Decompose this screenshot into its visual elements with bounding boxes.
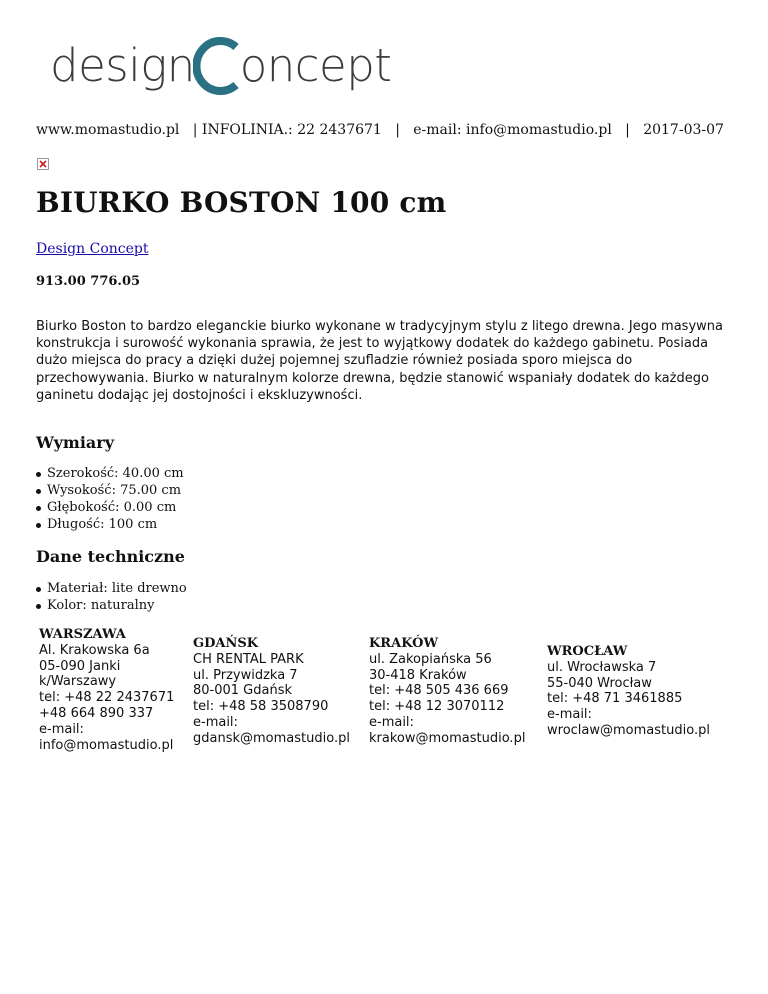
list-item: Długość: 100 cm	[36, 516, 184, 533]
technical-heading: Dane techniczne	[36, 547, 185, 566]
office-city: GDAŃSK	[193, 636, 259, 651]
office-line: ul. Przywidzka 7	[193, 667, 298, 683]
office-line: e-mail:	[193, 714, 238, 730]
list-item: Kolor: naturalny	[36, 597, 187, 614]
office-line: tel: +48 12 3070112	[369, 699, 505, 715]
office-warszawa	[39, 627, 174, 753]
product-title: BIURKO BOSTON 100 cm	[36, 186, 447, 219]
list-item: Wysokość: 75.00 cm	[36, 482, 184, 499]
office-line: e-mail:	[369, 714, 414, 730]
office-wroclaw	[547, 644, 710, 739]
broken-image-icon	[37, 158, 49, 170]
product-price: 913.00 776.05	[36, 274, 141, 289]
contact-bar-text: www.momastudio.pl | INFOLINIA.: 22 2437671 | e-mail: info@momastudio.pl | 2017-03-07	[36, 122, 724, 138]
list-item: Szerokość: 40.00 cm	[36, 465, 184, 482]
office-line: tel: +48 22 2437671	[39, 690, 175, 706]
dimensions-heading: Wymiary	[36, 433, 115, 452]
brand-link[interactable]: Design Concept	[36, 241, 149, 257]
design-concept-logo	[50, 38, 391, 108]
office-line: e-mail:	[39, 721, 84, 737]
office-line: 55-040 Wrocław	[547, 675, 652, 691]
office-line: gdansk@momastudio.pl	[193, 730, 350, 746]
office-line: 05-090 Janki	[39, 658, 121, 674]
office-line: 80-001 Gdańsk	[193, 683, 293, 699]
technical-list	[36, 580, 187, 614]
office-line: krakow@momastudio.pl	[369, 730, 526, 746]
logo-c-mark	[193, 35, 243, 97]
office-line: wroclaw@momastudio.pl	[547, 722, 710, 738]
product-description: Biurko Boston to bardzo eleganckie biurko wykonane w tradycyjnym stylu z litego drewna. Jego masywna konstrukcja i surowość wykonania sprawia, że jest to wyjątkowy dodatek do każdego gabinetu. Posiada dużo miejsca do pracy a dzięki dużej pojemnej szufladzie również posiada sporo miejsca do przechowywania. Biurko w naturalnym kolorze drewna, będzie stanowić wspaniały dodatek do każdego ganinetu dodając jej dostojności i ekskluzywności.	[36, 319, 723, 403]
dimensions-list	[36, 465, 184, 533]
office-line: +48 664 890 337	[39, 705, 154, 721]
office-line: e-mail:	[547, 707, 592, 723]
office-gdansk	[193, 636, 350, 747]
office-krakow	[369, 636, 525, 747]
office-line: 30-418 Kraków	[369, 667, 467, 683]
office-line: ul. Zakopiańska 56	[369, 651, 492, 667]
office-line: ul. Wrocławska 7	[547, 659, 657, 675]
office-line: k/Warszawy	[39, 674, 117, 690]
office-line: tel: +48 71 3461885	[547, 691, 683, 707]
list-item: Materiał: lite drewno	[36, 580, 187, 597]
office-city: WARSZAWA	[39, 627, 126, 642]
list-item: Głębokość: 0.00 cm	[36, 499, 184, 516]
office-line: info@momastudio.pl	[39, 737, 174, 753]
office-line: tel: +48 505 436 669	[369, 683, 509, 699]
office-city: KRAKÓW	[369, 636, 439, 651]
logo-text-design: design	[50, 39, 195, 92]
office-city: WROCŁAW	[547, 644, 628, 659]
contact-bar	[36, 122, 724, 138]
office-line: Al. Krakowska 6a	[39, 642, 150, 658]
logo-text-oncept: oncept	[239, 39, 392, 92]
office-line: tel: +48 58 3508790	[193, 699, 329, 715]
office-line: CH RENTAL PARK	[193, 651, 304, 667]
